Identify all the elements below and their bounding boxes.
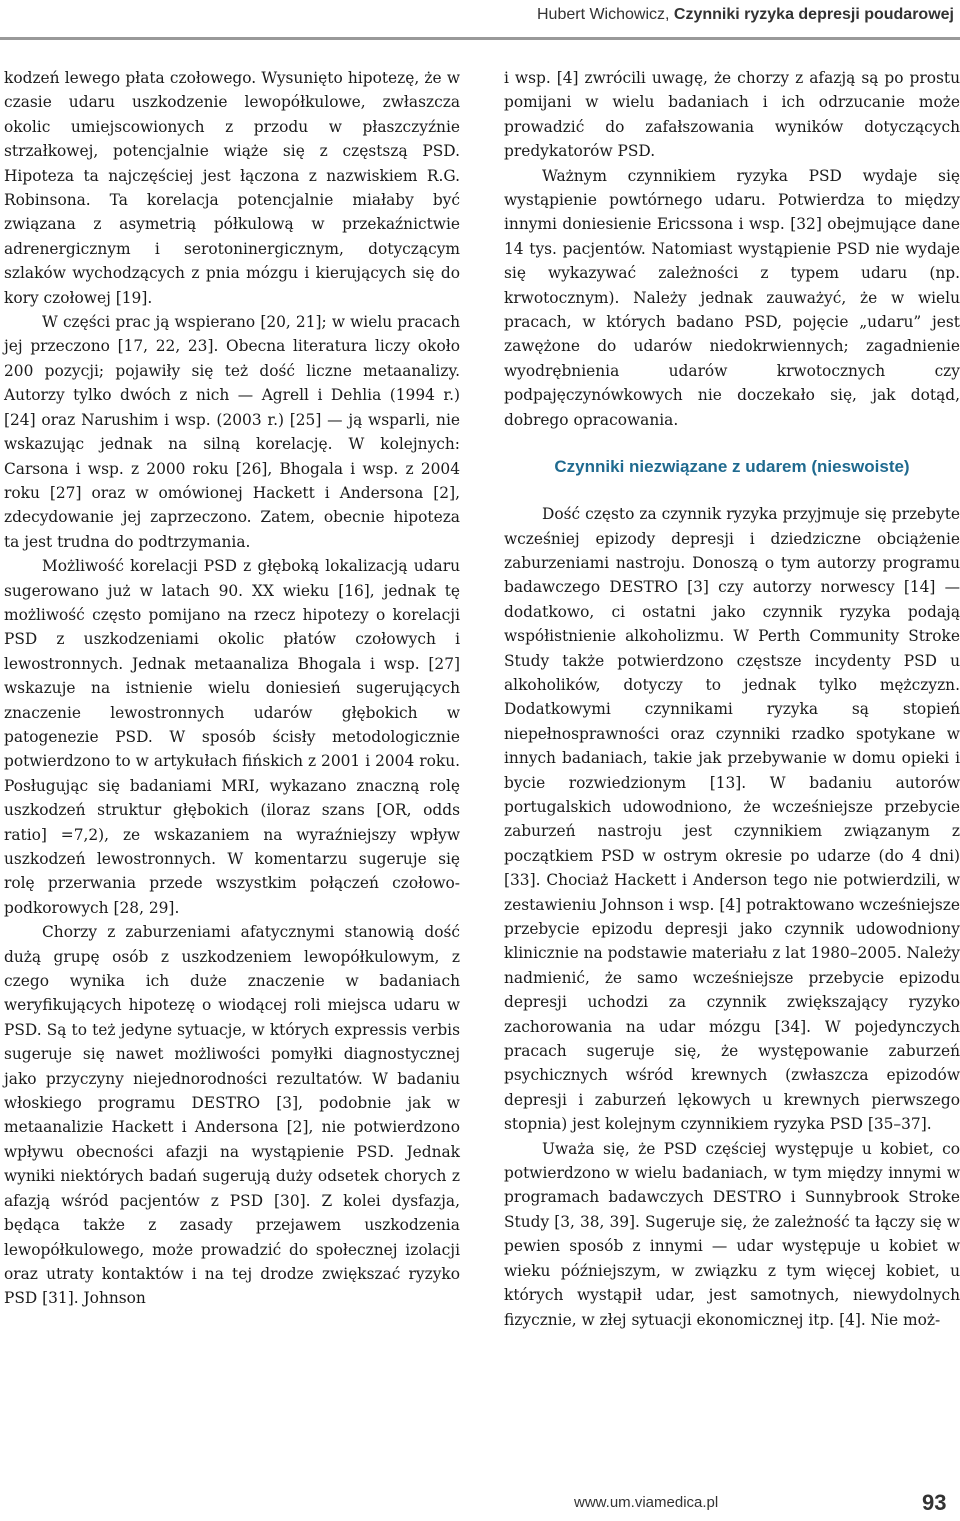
- page-number: 93: [922, 1490, 947, 1515]
- paragraph: Chorzy z zaburzeniami afatycznymi stanowią dość dużą grupę osób z uszkodzeniem lewopółkulowym, z czego wynika ich duże znaczenie w badaniach weryfikujących hipotezę o wiodącej roli miejsca udaru w PSD. Są to też jedyne sytuacje, w których expressis verbis sugeruje się nawet możliwości pomyłki diagnostycznej jako przyczyny niejednorodności rezultatów. W badaniu włoskiego programu DESTRO [3], podobnie jak w metaanalizie Hackett i Andersona [2], nie potwierdzono wpływu obecności afazji na wystąpienie PSD. Jednak wyniki niektórych badań sugerują duży odsetek chorych z afazją wśród pacjentów z PSD [30]. Z kolei dysfazja, będąca także z zasady przejawem uszkodzenia lewopółkulowego, może prowadzić do społecznej izolacji oraz utraty kontaktów i na tej drodze zwiększać ryzyko PSD [31]. Johnson: [4, 923, 460, 1308]
- paragraph: Uważa się, że PSD częściej występuje u kobiet, co potwierdzono w wielu badaniach, w tym między innymi w programach badawczych DESTRO i Sunnybrook Stroke Study [3, 38, 39]. Sugeruje się, że zależność ta łączy się w pewien sposób z innymi — udar występuje u kobiet w wieku późniejszym, w związku z tym więcej kobiet, u których wystąpił udar, jest samotnych, niewydolnych fizycznie, w złej sytuacji ekonomicznej itp. [4]. Nie moż-: [504, 1139, 960, 1329]
- section-heading: Czynniki niezwiązane z udarem (nieswoiste): [554, 457, 910, 477]
- paragraph: kodzeń lewego płata czołowego. Wysunięto hipotezę, że w czasie udaru uszkodzenie lewopółkulowe, zwłaszcza okolic umiejscowionych z przodu w płaszczyźnie strzałkowej, potencjalnie wiąże się z częstszą PSD. Hipoteza ta najczęściej jest łączona z nazwiskiem R.G. Robinsona. Ta korelacja potencjalnie miałaby być związana z asymetrią półkulową w przekaźnictwie adrenergicznym i serotoninergicznym, dotyczącym szlaków wychodzących z pnia mózgu i kierujących się do kory czołowej [19].: [4, 69, 460, 307]
- paragraph: Ważnym czynnikiem ryzyka PSD wydaje się wystąpienie powtórnego udaru. Potwierdza to między innymi doniesienie Ericssona i wsp. [32] obejmujące dane 14 tys. pacjentów. Natomiast wystąpienie PSD nie wydaje się wykazywać zależności z typem udaru (np. krwotocznym). Należy jednak zauważyć, że w wielu pracach, w których badano PSD, pojęcie „udaru” jest zawężone do udarów niedokrwiennych; zagadnienie wyodrębnienia udarów krwotocznych czy podpajęczynówkowych nie doczekało się, jak dotąd, dobrego opracowania.: [504, 166, 960, 429]
- right-column: [504, 66, 960, 1332]
- running-head-authors: Hubert Wichowicz,: [536, 6, 674, 23]
- paragraph: Dość często za czynnik ryzyka przyjmuje się przebyte wcześniej epizody depresji i dziedziczne obciążenie zaburzeniami nastroju. Donoszą o tym autorzy programu badawczego DESTRO [3] czy autorzy norwescy [14] — dodatkowo, ci ostatni jako czynnik ryzyka podają współistnienie alkoholizmu. W Perth Community Stroke Study także potwierdzono częstsze incydenty PSD u alkoholików, dotyczy to jednak tylko mężczyzn. Dodatkowymi czynnikami ryzyka są stopień niepełnosprawności oraz czynniki rzadko spotykane w innych badaniach, takie jak przebywanie w domu opieki i bycie rozwiedzionym [13]. W badaniu autorów portugalskich udowodniono, że wcześniejsze przebycie zaburzeń nastroju jest czynnikiem związanym z początkiem PSD w ostrym okresie po udarze (do 4 dni) [33]. Chociaż Hackett i Anderson tego nie potwierdzili, w zestawieniu Johnson i wsp. [4] potraktowano wcześniejsze przebycie epizodu depresji jako czynnik udowodniony klinicznie na podstawie materiału z lat 1980–2005. Należy nadmienić, że samo wcześniejsze przebycie epizodu depresji uchodzi za czynnik zwiększający ryzyko zachorowania na udar mózgu [34]. W pojedynczych pracach sugeruje się, że występowanie zaburzeń psychicznych wśród krewnych (zwłaszcza epizodów depresji i zaburzeń lękowych u krewnych pierwszego stopnia) jest kolejnym czynnikiem ryzyka PSD [35–37].: [504, 505, 960, 1134]
- paragraph: Możliwość korelacji PSD z głęboką lokalizacją udaru sugerowano już w latach 90. XX wieku [16], jednak tę możliwość często pomijano na rzecz hipotezy o korelacji PSD z uszkodzeniami okolic płatów czołowych i lewostronnych. Jednak metaanaliza Bhogala i wsp. [27] wskazuje na istnienie wielu doniesień sugerujących znaczenie lewostronnych udarów głębokich w patogenezie PSD. W sposób ścisły metodologicznie potwierdzono to w artykułach fińskich z 2001 i 2004 roku. Posługując się badaniami MRI, wykazano znaczną rolę uszkodzeń struktur głębokich (iloraz szans [OR, odds ratio] =7,2), ze wskazaniem na wyraźniejszy wpływ uszkodzeń lewostronnych. W komentarzu sugeruje się rolę przerwania przede wszystkim połączeń czołowo-podkorowych [28, 29].: [4, 557, 460, 917]
- paragraph: W części prac ją wspierano [20, 21]; w wielu pracach jej przeczono [17, 22, 23]. Obecna literatura liczy około 200 pozycji; pojawiły się też dość liczne metaanalizy. Autorzy tylko dwóch z nich — Agrell i Dehlia (1994 r.) [24] oraz Narushim i wsp. (2003 r.) [25] — ją wsparli, nie wskazując jednak na silną korelację. W kolejnych: Carsona i wsp. z 2000 roku [26], Bhogala i wsp. z 2004 roku [27] oraz w omówionej Hackett i Andersona [2], zdecydowanie jej zaprzeczono. Zatem, obecnie hipoteza ta jest trudna do podtrzymania.: [4, 313, 460, 551]
- left-column: [4, 66, 460, 1311]
- running-head: [537, 6, 954, 24]
- journal-url-link[interactable]: www.um.viamedica.pl: [574, 1494, 719, 1511]
- running-head-title: Czynniki ryzyka depresji poudarowej: [673, 6, 954, 23]
- header-rule: [0, 37, 960, 40]
- paragraph: i wsp. [4] zwrócili uwagę, że chorzy z afazją są po prostu pomijani w wielu badaniach i ich odrzucanie może prowadzić do zafałszowania wyników dotyczących predykatorów PSD.: [504, 69, 960, 161]
